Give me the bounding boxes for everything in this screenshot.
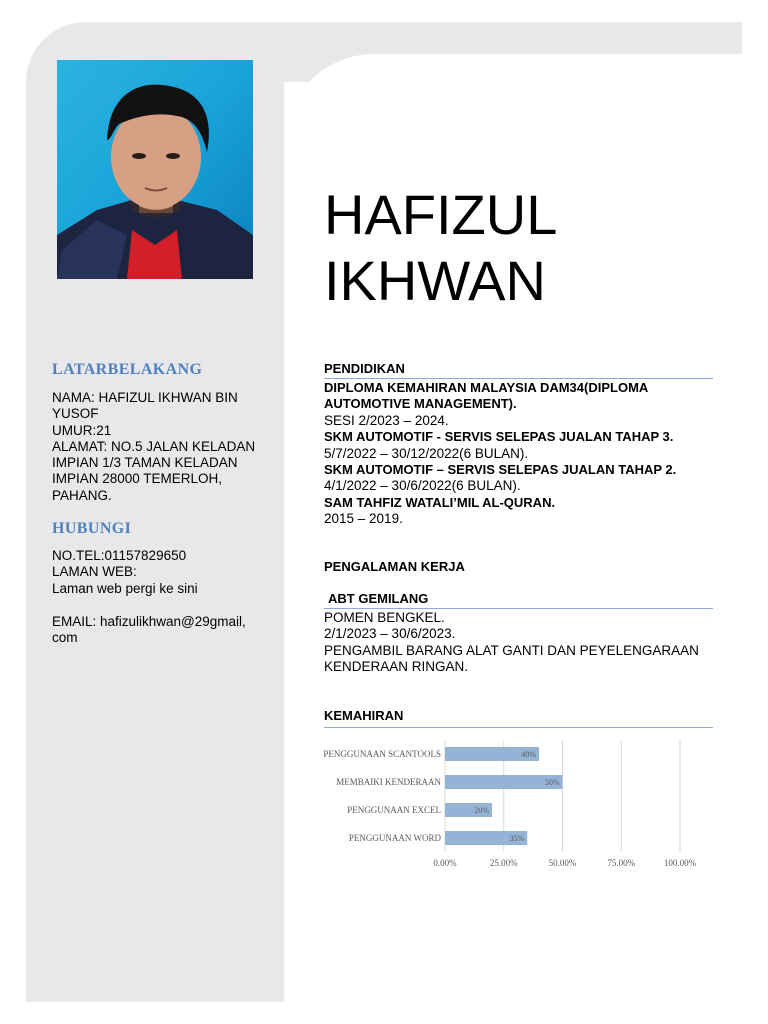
pendidikan-divider xyxy=(324,378,713,379)
detail-line: YUSOF xyxy=(52,406,99,422)
education-title: SKM AUTOMOTIF – SERVIS SELEPAS JUALAN TAHAP 2. xyxy=(324,462,677,478)
company-name: ABT GEMILANG xyxy=(328,591,429,606)
education-title: SAM TAHFIZ WATALI’MIL AL-QURAN. xyxy=(324,494,556,510)
hubungi-details xyxy=(52,548,277,597)
x-tick-label: 75.00% xyxy=(607,858,636,868)
bar-data-label: 40% xyxy=(521,750,536,759)
x-tick-label: 0.00% xyxy=(433,858,457,868)
x-tick-label: 25.00% xyxy=(489,858,518,868)
category-label: PENGGUNAAN EXCEL xyxy=(347,805,441,815)
education-date: 2015 – 2019. xyxy=(324,511,403,527)
candidate-name xyxy=(324,182,744,314)
profile-photo-illustration xyxy=(57,60,253,279)
detail-line: PAHANG. xyxy=(52,487,112,503)
bar-data-label: 50% xyxy=(544,778,560,787)
kemahiran-title: KEMAHIRAN xyxy=(324,708,404,723)
detail-line: ALAMAT: NO.5 JALAN KELADAN xyxy=(52,438,256,454)
email-line: com xyxy=(52,630,78,646)
education-date: SESI 2/2023 – 2024. xyxy=(324,412,449,428)
x-tick-label: 50.00% xyxy=(548,858,577,868)
latarbelakang-heading: LATARBELAKANG xyxy=(52,361,203,378)
pendidikan-list xyxy=(324,380,719,528)
category-label: MEMBAIKI KENDERAAN xyxy=(336,777,441,787)
hubungi-heading: HUBUNGI xyxy=(52,520,132,537)
website-link[interactable]: Laman web pergi ke sini xyxy=(52,580,198,596)
profile-photo xyxy=(57,60,253,279)
education-title: SKM AUTOMOTIF - SERVIS SELEPAS JUALAN TAHAP 3. xyxy=(324,429,674,445)
latarbelakang-details xyxy=(52,390,277,504)
pengalaman-divider xyxy=(324,608,713,609)
pendidikan-title: PENDIDIKAN xyxy=(324,361,405,376)
category-label: PENGGUNAAN WORD xyxy=(348,833,441,843)
pengalaman-details xyxy=(324,610,719,676)
bar-data-label: 20% xyxy=(474,806,489,815)
job-date: 2/1/2023 – 30/6/2023. xyxy=(324,626,456,642)
education-title: DIPLOMA KEMAHIRAN MALAYSIA DAM34(DIPLOMA AUTOMOTIVE MANAGEMENT). xyxy=(324,380,648,412)
skills-chart xyxy=(310,732,710,872)
education-date: 5/7/2022 – 30/12/2022(6 BULAN). xyxy=(324,445,529,461)
category-label: PENGGUNAAN SCANTOOLS xyxy=(323,749,441,759)
kemahiran-divider xyxy=(324,727,713,728)
name-line-2: IKHWAN xyxy=(324,249,546,312)
detail-line: UMUR:21 xyxy=(52,422,112,438)
detail-line: IMPIAN 1/3 TAMAN KELADAN xyxy=(52,455,238,471)
job-title: POMEN BENGKEL. xyxy=(324,610,445,625)
phone-line: NO.TEL:01157829650 xyxy=(52,548,187,563)
bar-data-label: 35% xyxy=(509,834,525,843)
job-description: PENGAMBIL BARANG ALAT GANTI DAN PEYELENGARAAN KENDERAAN RINGAN. xyxy=(324,642,699,675)
name-line-1: HAFIZUL xyxy=(324,183,558,246)
website-label: LAMAN WEB: xyxy=(52,564,137,580)
pengalaman-title: PENGALAMAN KERJA xyxy=(324,559,465,574)
education-date: 4/1/2022 – 30/6/2022(6 BULAN). xyxy=(324,478,521,494)
skills-chart-svg xyxy=(310,732,710,872)
detail-line: NAMA: HAFIZUL IKHWAN BIN xyxy=(52,390,238,405)
email-details[interactable] xyxy=(52,614,277,647)
x-tick-label: 100.00% xyxy=(663,858,697,868)
detail-line: IMPIAN 28000 TEMERLOH, xyxy=(52,471,223,487)
email-line: EMAIL: hafizulikhwan@29gmail, xyxy=(52,614,246,629)
